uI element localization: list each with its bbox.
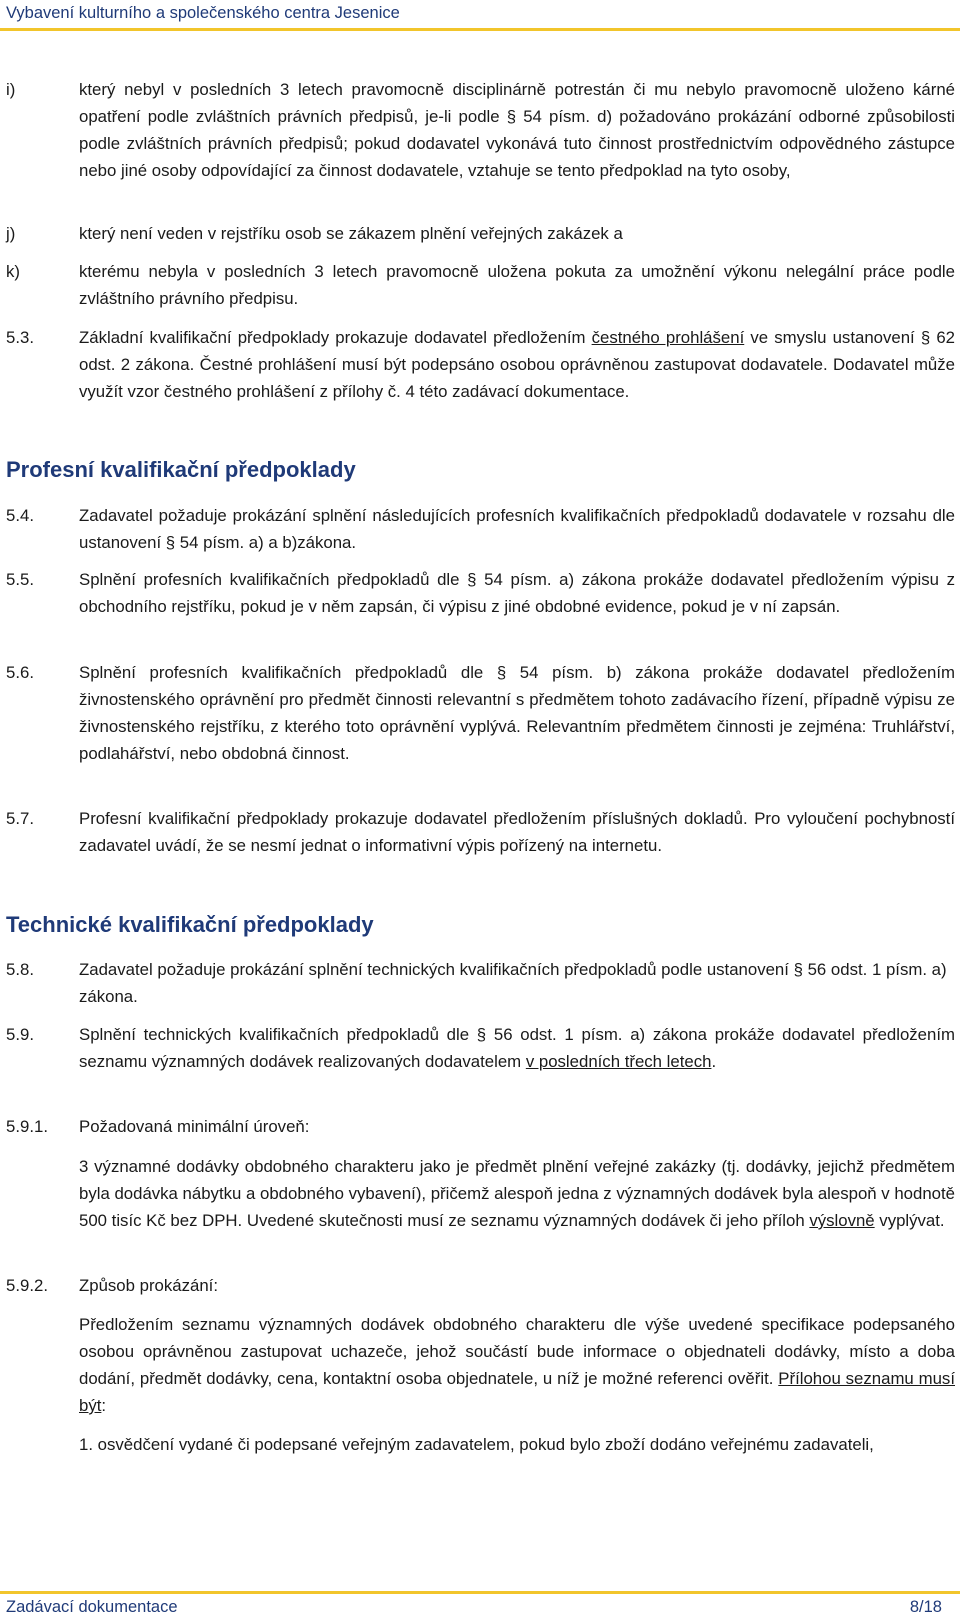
item-text: který nebyl v posledních 3 letech pravomocně disciplinárně potrestán či mu nebylo pravomocně uloženo kárné opatření podle zvláštních právních předpisů, je-li podle § 54 písm. d) požadováno prokázání odborné způsobilosti podle zvláštních právních předpisů; pokud dodavatel vykonává tuto činnost prostřednictvím odpovědného zástupce nebo jiné osoby odpovídající za činnost dodavatele, vztahuje se tento předpoklad na tyto osoby, <box>79 80 955 180</box>
text-run: Splnění technických kvalifikačních předpokladů dle § 56 odst. 1 písm. a) zákona prokáže dodavatel předložením seznamu významných dodávek realizovaných dodavatelem <box>79 1025 955 1071</box>
section-text: Profesní kvalifikační předpoklady prokazuje dodavatel předložením příslušných dokladů. Pro vyloučení pochybností zadavatel uvádí, že se nesmí jednat o informativní výpis pořízený na internetu. <box>79 809 955 855</box>
section-text: Požadovaná minimální úroveň: <box>79 1117 310 1136</box>
section-number: 5.7. <box>6 809 34 828</box>
section-number: 5.9.1. <box>6 1117 48 1136</box>
header-title: Vybavení kulturního a společenského centra Jesenice <box>6 4 400 22</box>
section-number: 5.9.2. <box>6 1276 48 1295</box>
section-text: Splnění profesních kvalifikačních předpokladů dle § 54 písm. b) zákona prokáže dodavatel předložením živnostenského oprávnění pro předmět činnosti relevantní s předmětem tohoto zadávacího řízení, případně výpisu ze živnostenského rejstříku, z kterého toto oprávnění vyplývá. Relevantním předmětem činnosti je zejména: Truhlářství, podlahářství, nebo obdobná činnost. <box>79 663 955 763</box>
paragraph-text <box>79 1153 955 1234</box>
text-run: Základní kvalifikační předpoklady prokazuje dodavatel předložením <box>79 328 592 347</box>
underlined-text: čestného prohlášení <box>591 328 745 347</box>
page-number: 8/18 <box>909 1598 942 1616</box>
text-run: 3 významné dodávky obdobného charakteru jako je předmět plnění veřejné zakázky (tj. dodávky, jejichž předmětem byla dodávka nábytku a obdobného vybavení), přičemž alespoň jedna z významných dodávek byla alespoň v hodnotě 500 tisíc Kč bez DPH. Uvedené skutečnosti musí ze seznamu významných dodávek či jeho příloh <box>79 1157 955 1230</box>
item-number: i) <box>6 80 16 99</box>
paragraph-text: 1. osvědčení vydané či podepsané veřejným zadavatelem, pokud bylo zboží dodáno veřejnému zadavateli, <box>79 1435 874 1454</box>
paragraph-text <box>79 1311 955 1419</box>
heading-technicke: Technické kvalifikační předpoklady <box>6 912 374 937</box>
item-number: j) <box>6 224 16 243</box>
underlined-text: Přílohou seznamu musí být <box>79 1369 955 1415</box>
item-number: k) <box>6 262 20 281</box>
section-text: Zadavatel požaduje prokázání splnění technických kvalifikačních předpokladů podle ustanovení § 56 odst. 1 písm. a) zákona. <box>79 960 947 1006</box>
section-text <box>79 1021 955 1075</box>
text-run: : <box>101 1396 107 1415</box>
underlined-text: v posledních třech letech <box>525 1052 712 1071</box>
section-text: Splnění profesních kvalifikačních předpokladů dle § 54 písm. a) zákona prokáže dodavatel předložením výpisu z obchodního rejstříku, pokud je v něm zapsán, či výpisu z jiné obdobné evidence, pokud je v ní zapsán. <box>79 570 955 616</box>
section-text <box>79 324 955 405</box>
text-run: Předložením seznamu významných dodávek obdobného charakteru dle výše uvedené specifikace podepsaného osobou oprávněnou zastupovat uchazeče, jehož součástí bude informace o objednateli dodávky, místo a doba dodání, předmět dodávky, cena, kontaktní osoba objednatele, u níž je možné referenci ověřit. <box>79 1315 955 1388</box>
header-rule <box>0 28 960 31</box>
text-run: . <box>711 1052 717 1071</box>
section-number: 5.6. <box>6 663 34 682</box>
section-number: 5.9. <box>6 1025 34 1044</box>
item-text: který není veden v rejstříku osob se zákazem plnění veřejných zakázek a <box>79 224 623 243</box>
item-text: kterému nebyla v posledních 3 letech pravomocně uložena pokuta za umožnění výkonu nelegální práce podle zvláštního právního předpisu. <box>79 262 955 308</box>
heading-profesni: Profesní kvalifikační předpoklady <box>6 457 356 482</box>
section-number: 5.4. <box>6 506 34 525</box>
footer-rule <box>0 1591 960 1594</box>
section-number: 5.3. <box>6 328 34 347</box>
section-number: 5.8. <box>6 960 34 979</box>
text-run: vyplývat. <box>874 1211 945 1230</box>
section-number: 5.5. <box>6 570 34 589</box>
section-text: Zadavatel požaduje prokázání splnění následujících profesních kvalifikačních předpokladů dodavatele v rozsahu dle ustanovení § 54 písm. a) a b)zákona. <box>79 506 955 552</box>
underlined-text: výslovně <box>809 1211 875 1230</box>
page-header <box>0 0 960 28</box>
footer-document-title: Zadávací dokumentace <box>6 1598 178 1616</box>
text-run: ve smyslu ustanovení § 62 odst. 2 zákona. Čestné prohlášení musí být podepsáno osobou oprávněnou zastupovat dodavatele. Dodavatel může využít vzor čestného prohlášení z přílohy č. 4 této zadávací dokumentace. <box>79 328 955 401</box>
section-text: Způsob prokázání: <box>79 1276 218 1295</box>
